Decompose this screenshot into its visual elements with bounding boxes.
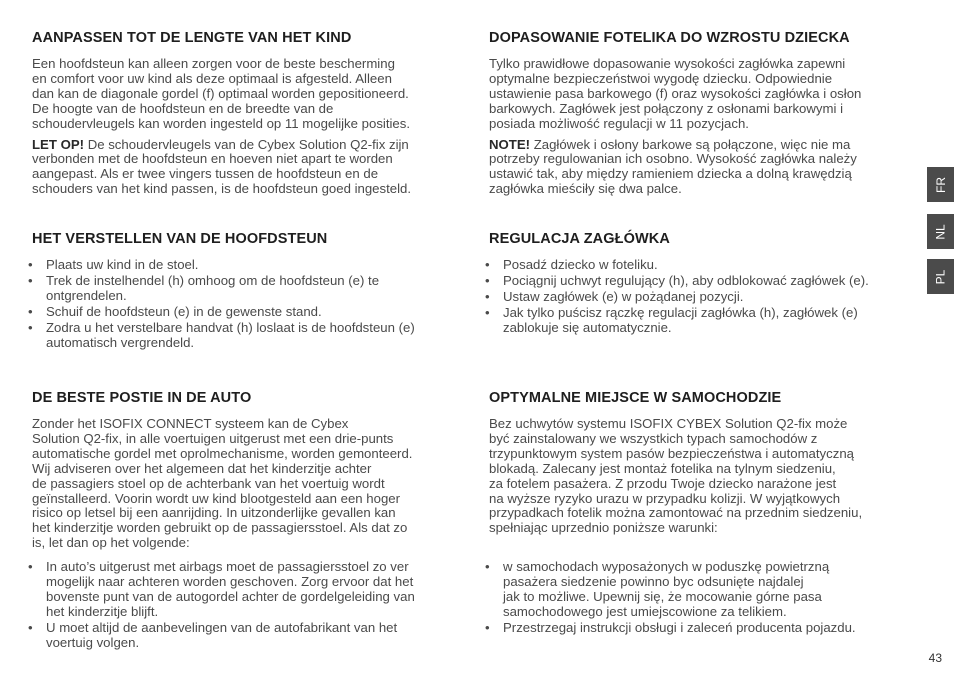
list-item: • w samochodach wyposażonych w poduszkę powietrzną pasażera siedzenie powinno byc odsunięte najdalej jak to możliwe. Upewnij się, że mocowanie górne pasa samochodowego jest umiejscowione za telikiem. (489, 560, 921, 620)
nl-section-headrest (32, 230, 464, 351)
pl-heading-adjust-height: DOPASOWANIE FOTELIKA DO WZROSTU DZIECKA (489, 30, 850, 46)
nl-paragraph-adjust-height: Een hoofdsteun kan alleen zorgen voor de beste bescherming en comfort voor uw kind als deze optimaal is afgesteld. Alleen dan kan de diagonale gordel (f) optimaal worden gepositioneerd. De hoogte van de hoofdsteun en de breedte van de schoudervleugels kan worden ingesteld op 11 mogelijke posities. (32, 56, 411, 131)
tab-pl[interactable]: PL (927, 259, 954, 294)
nl-note-text: De schoudervleugels van de Cybex Solution Q2-fix zijn verbonden met de hoofdsteun en hoeven niet apart te worden aangepast. Als er twee vingers tussen de hoofdsteun en de schouders van het kind passen, is de hoofdsteun goed ingesteld. (32, 136, 412, 197)
pl-note-text: Zagłówek i osłony barkowe są połączone, więc nie ma potrzeby regulowanian ich osobno. Wysokość zagłówka należy ustawić tak, aby między ramieniem dziecka a dolną krawędzią zagłówka mieściły się dwa palce. (489, 136, 857, 197)
tab-nl[interactable]: NL (927, 214, 954, 249)
nl-list-headrest (32, 258, 464, 350)
pl-section-position (489, 389, 921, 637)
list-item: • Plaats uw kind in de stoel. (32, 258, 464, 273)
pl-list-position (489, 560, 921, 636)
pl-paragraph-position: Bez uchwytów systemu ISOFIX CYBEX Solution Q2-fix może być zainstalowany we wszystkich typach samochodów z trzypunktowym system pasów bezpieczeństwa i automatyczną blokadą. Zalecany jest montaż fotelika na tylnym siedzeniu, za fotelem pasażera. Z przodu Twoje dziecko narażone jest na wyższe ryzyko urazu w przypadku kolizji. W wyjątkowych przypadkach fotelik można zamontować na przednim siedzeniu, spełniając uprzednio poniższe warunki: (489, 416, 863, 536)
tab-fr[interactable]: FR (927, 167, 954, 202)
nl-section-position (32, 389, 464, 652)
pl-section-adjust-height (489, 29, 921, 203)
nl-list-position (32, 560, 464, 650)
pl-list-headrest (489, 258, 921, 336)
list-item: • Ustaw zagłówek (e) w pożądanej pozycji. (489, 290, 921, 305)
nl-paragraph-position: Zonder het ISOFIX CONNECT systeem kan de Cybex Solution Q2-fix, in alle voertuigen uitgerust met een drie-punts automatische gordel met oprolmechanisme, worden gemonteerd. Wij adviseren over het algemeen dat het kinderzitje achter de passagiers stoel op de achterbank van het voertuig wordt geïnstalleerd. Voorin wordt uw kind blootgesteld aan een hoger risico op letsel bij een aanrijding. In uitzonderlijke gevallen kan het kinderzitje worden gebruikt op de passagiersstoel. Als dat zo is, let dan op het volgende: (32, 416, 413, 551)
pl-note (489, 138, 921, 198)
list-item: • Posadź dziecko w foteliku. (489, 258, 921, 273)
nl-heading-adjust-height: AANPASSEN TOT DE LENGTE VAN HET KIND (32, 30, 352, 46)
page-number: 43 (928, 651, 942, 665)
pl-note-label: NOTE! (489, 136, 531, 152)
list-item: • Zodra u het verstelbare handvat (h) loslaat is de hoofdsteun (e) automatisch vergrendeld. (32, 321, 464, 351)
list-item: • Trek de instelhendel (h) omhoog om de hoofdsteun (e) te ontgrendelen. (32, 274, 464, 304)
pl-section-headrest (489, 230, 921, 337)
list-item: • Schuif de hoofdsteun (e) in de gewenste stand. (32, 305, 464, 320)
list-item: • U moet altijd de aanbevelingen van de autofabrikant van het voertuig volgen. (32, 621, 464, 651)
list-item: • Jak tylko puścisz rączkę regulacji zagłówka (h), zagłówek (e) zablokuje się automatycznie. (489, 306, 921, 336)
list-item: • Przestrzegaj instrukcji obsługi i zaleceń producenta pojazdu. (489, 621, 921, 636)
nl-note (32, 138, 464, 198)
pl-heading-headrest: REGULACJA ZAGŁÓWKA (489, 231, 670, 247)
list-item: • Pociągnij uchwyt regulujący (h), aby odblokować zagłówek (e). (489, 274, 921, 289)
pl-heading-position: OPTYMALNE MIEJSCE W SAMOCHODZIE (489, 390, 782, 406)
nl-heading-position: DE BESTE POSTIE IN DE AUTO (32, 390, 252, 406)
nl-note-label: LET OP! (32, 136, 85, 152)
list-item: • In auto’s uitgerust met airbags moet de passagiersstoel zo ver mogelijk naar achteren worden geschoven. Zorg ervoor dat het bovenste punt van de autogordel achter de gordelgeleiding van het kinderzitje blijft. (32, 560, 464, 620)
nl-heading-headrest: HET VERSTELLEN VAN DE HOOFDSTEUN (32, 231, 328, 247)
nl-section-adjust-height (32, 29, 464, 203)
pl-paragraph-adjust-height: Tylko prawidłowe dopasowanie wysokości zagłówka zapewni optymalne bezpieczeństwoi wygodę dziecku. Odpowiednie ustawienie pasa barkowego (f) oraz wysokości zagłówka i osłon barkowych. Zagłówek jest połączony z osłonami barkowymi i posiada możliwość regulacji w 11 pozycjach. (489, 56, 862, 131)
